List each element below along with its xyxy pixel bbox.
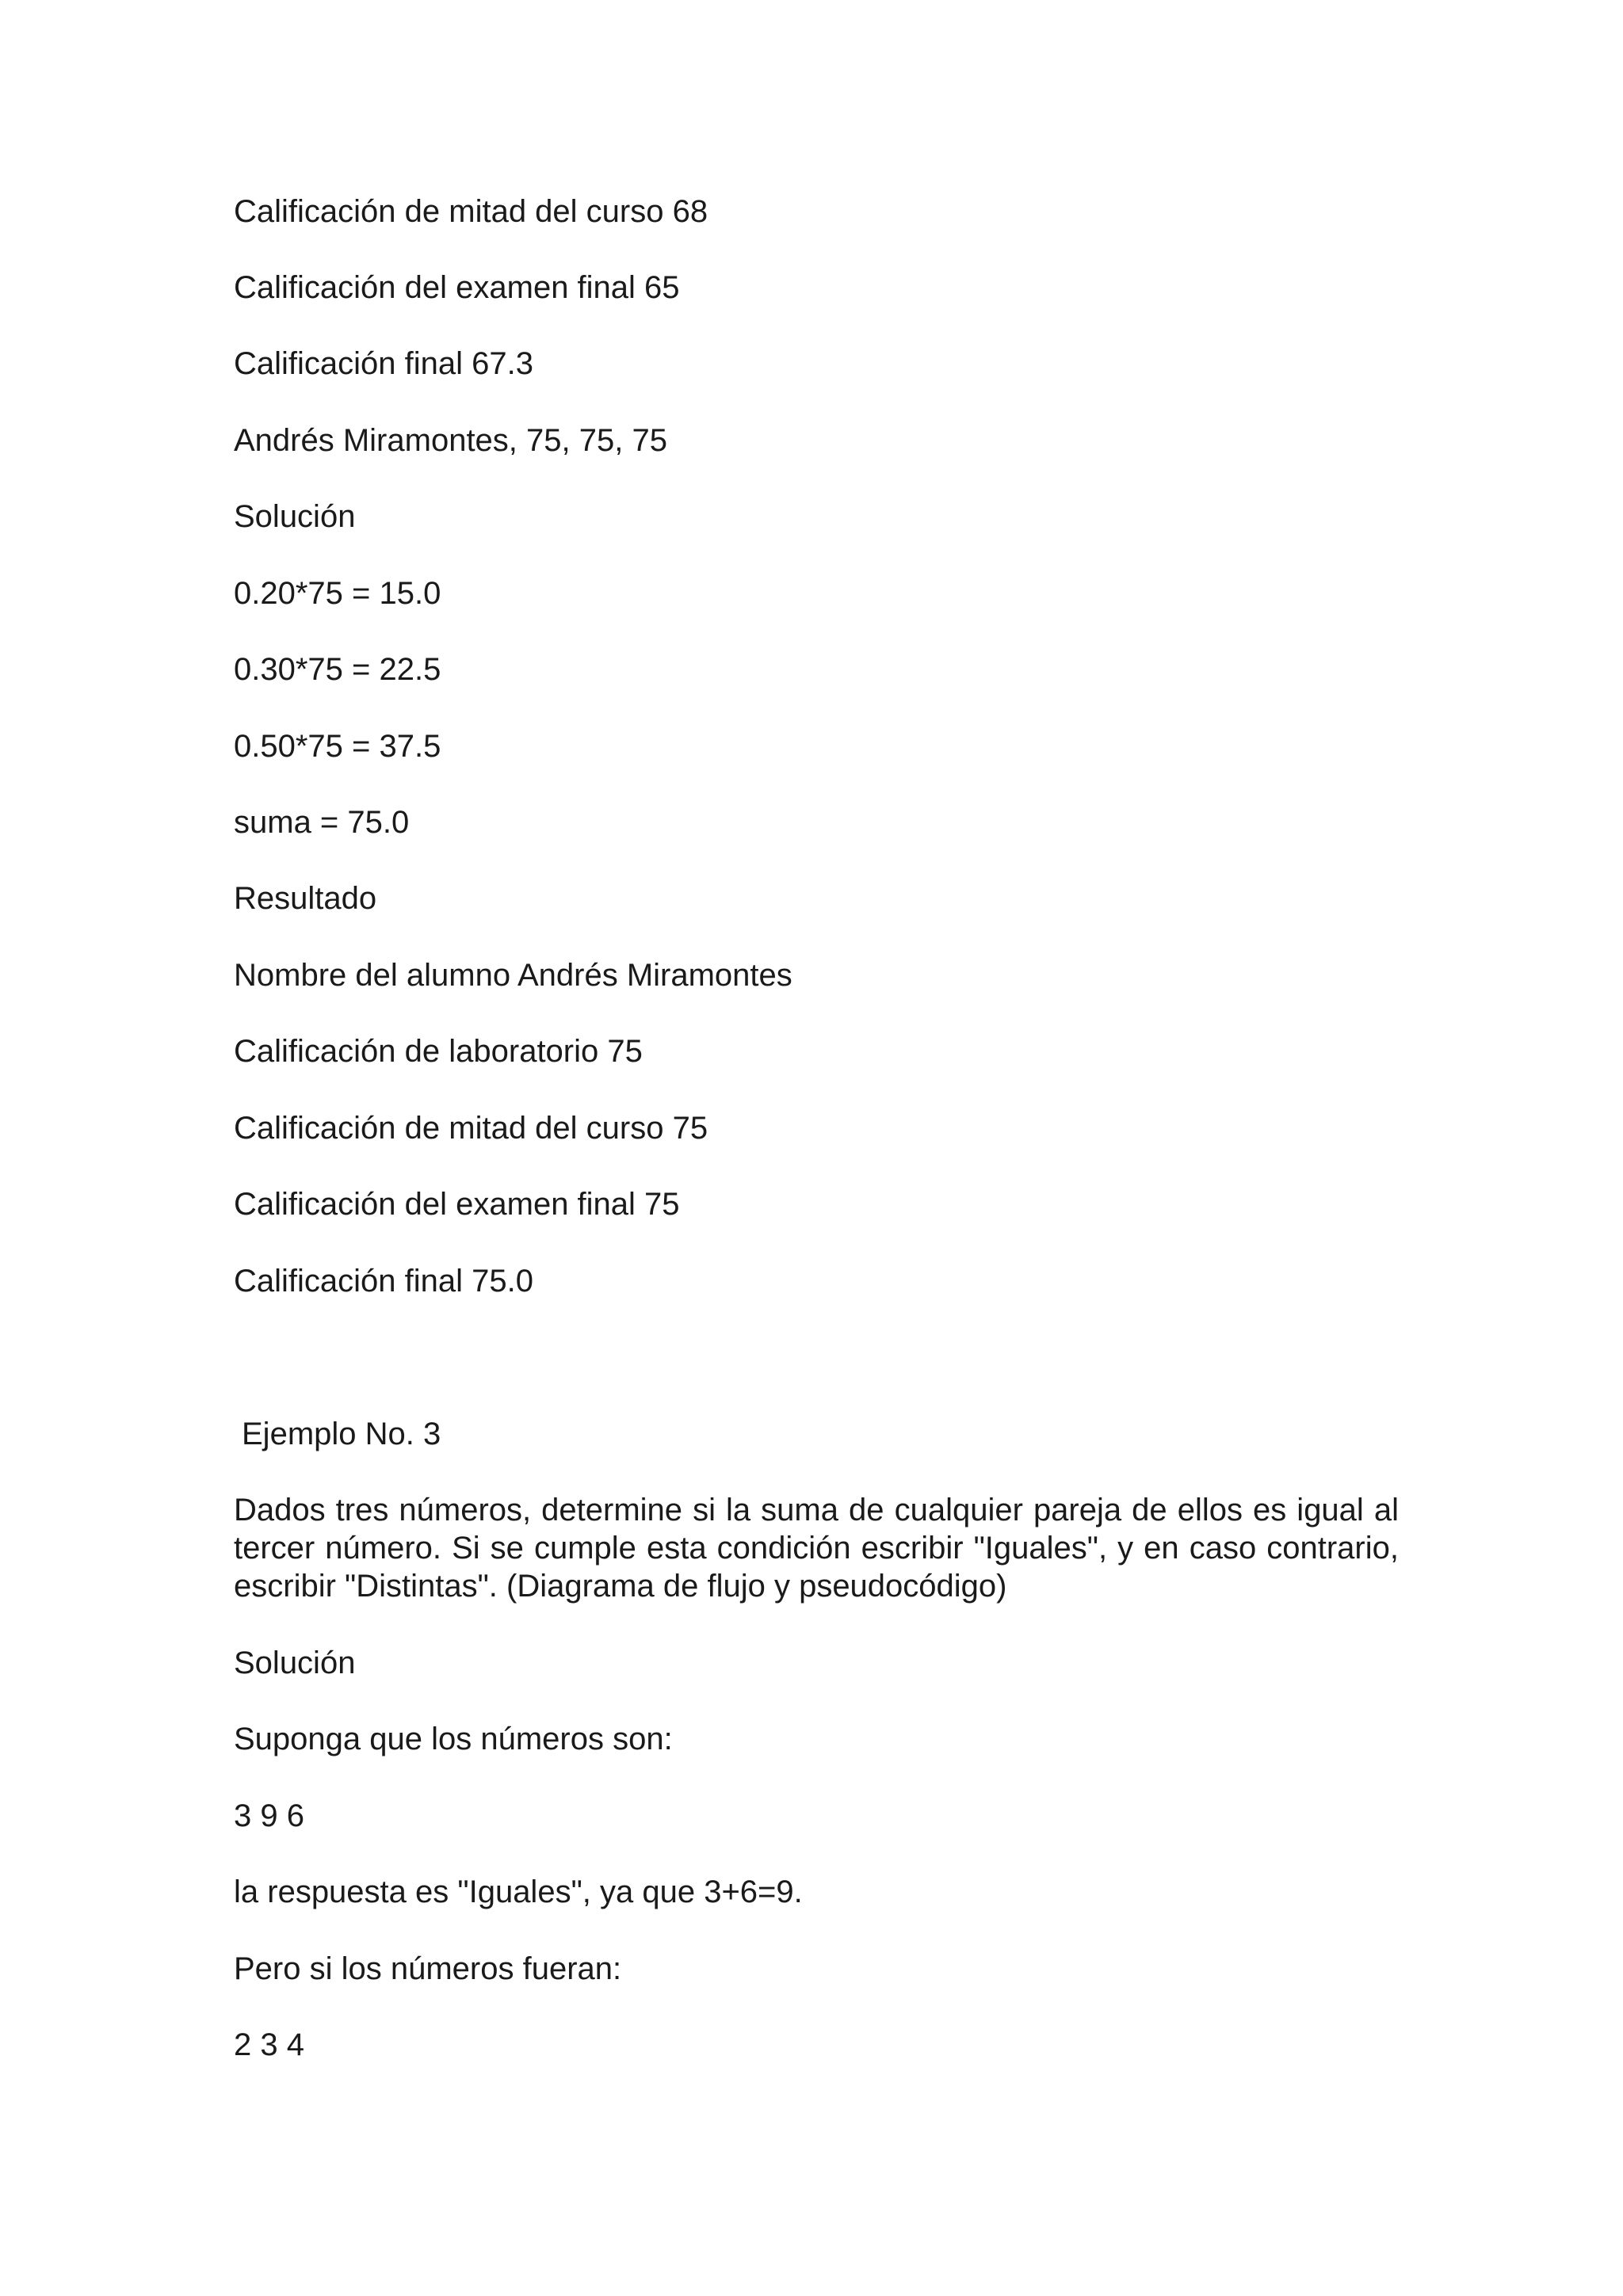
text-line: 0.50*75 = 37.5 — [234, 729, 441, 764]
text-line: Solución — [234, 499, 356, 534]
text-line: 0.30*75 = 22.5 — [234, 652, 441, 687]
text-line: Calificación del examen final 65 — [234, 270, 680, 305]
text-line: 0.20*75 = 15.0 — [234, 576, 441, 611]
text-line: Suponga que los números son: — [234, 1722, 673, 1756]
text-line: 3 9 6 — [234, 1798, 304, 1833]
text-line: la respuesta es "Iguales", ya que 3+6=9. — [234, 1875, 803, 1909]
text-line: suma = 75.0 — [234, 805, 410, 840]
example-heading: Ejemplo No. 3 — [242, 1417, 441, 1451]
text-line: 2 3 4 — [234, 2027, 304, 2062]
text-line: Resultado — [234, 881, 377, 916]
text-line: Andrés Miramontes, 75, 75, 75 — [234, 423, 667, 458]
text-line: Calificación final 67.3 — [234, 346, 533, 381]
text-line: Solución — [234, 1646, 356, 1680]
text-line: Calificación final 75.0 — [234, 1264, 533, 1299]
text-line: Calificación de mitad del curso 75 — [234, 1111, 708, 1146]
text-line: Nombre del alumno Andrés Miramontes — [234, 958, 792, 993]
text-line: Calificación de mitad del curso 68 — [234, 194, 708, 229]
example-paragraph: Dados tres números, determine si la suma de cualquier pareja de ellos es igual al tercer número. Si se cumple esta condición escribir "Iguales", y en caso contrario, escribir "Distintas". (Diagrama de flujo y pseudocódigo) — [234, 1493, 1399, 1604]
text-line: Calificación del examen final 75 — [234, 1187, 680, 1222]
text-line: Pero si los números fueran: — [234, 1951, 622, 1986]
text-line: Calificación de laboratorio 75 — [234, 1034, 643, 1069]
